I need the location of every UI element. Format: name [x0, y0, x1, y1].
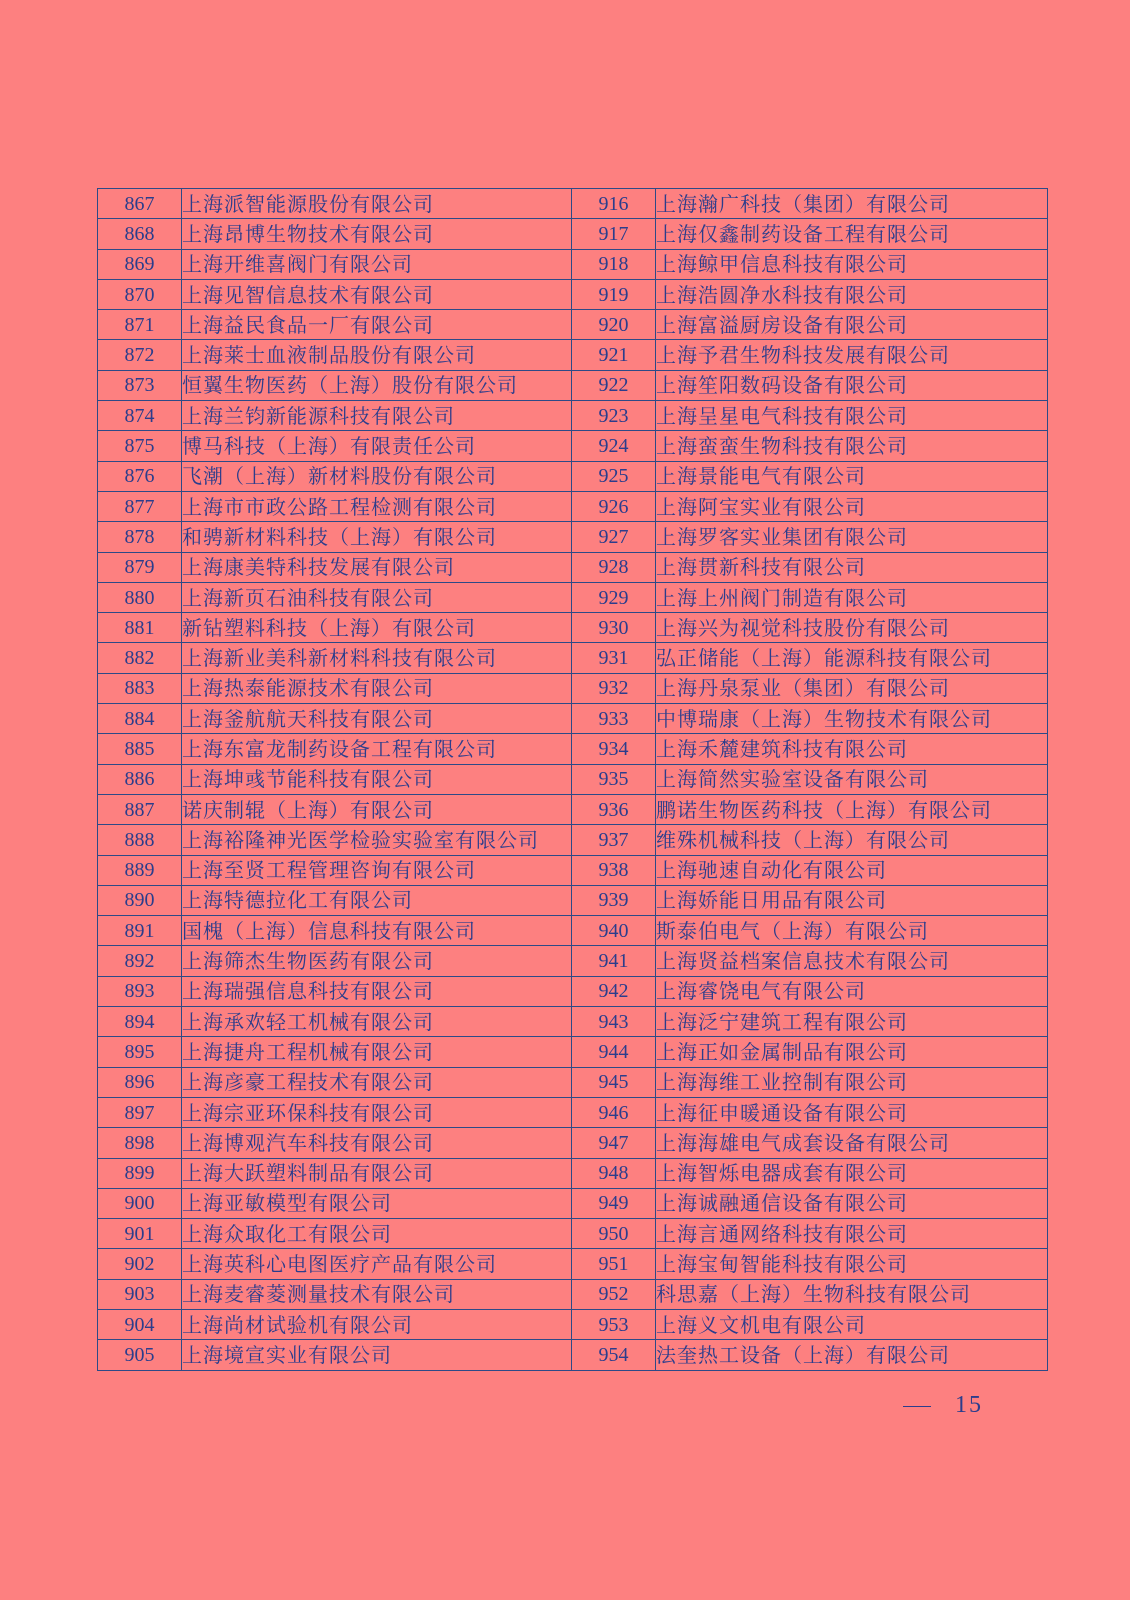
company-name: 上海至贤工程管理咨询有限公司	[182, 855, 572, 885]
row-number: 949	[572, 1188, 656, 1218]
row-number: 928	[572, 552, 656, 582]
row-number: 872	[98, 340, 182, 370]
company-name: 上海大跃塑料制品有限公司	[182, 1158, 572, 1188]
row-number: 892	[98, 946, 182, 976]
row-number: 947	[572, 1128, 656, 1158]
company-name: 上海浩圆净水科技有限公司	[656, 279, 1048, 309]
company-name: 上海亚敏模型有限公司	[182, 1188, 572, 1218]
row-number: 916	[572, 189, 656, 219]
row-number: 919	[572, 279, 656, 309]
company-name: 恒翼生物医药（上海）股份有限公司	[182, 370, 572, 400]
company-name: 上海昂博生物技术有限公司	[182, 219, 572, 249]
row-number: 879	[98, 552, 182, 582]
company-name: 上海蛮蛮生物科技有限公司	[656, 431, 1048, 461]
table-row	[98, 885, 1048, 915]
row-number: 893	[98, 976, 182, 1006]
row-number: 929	[572, 582, 656, 612]
row-number: 868	[98, 219, 182, 249]
table-row	[98, 310, 1048, 340]
row-number: 939	[572, 885, 656, 915]
row-number: 952	[572, 1279, 656, 1309]
company-name: 上海智烁电器成套有限公司	[656, 1158, 1048, 1188]
table-row	[98, 1188, 1048, 1218]
page-dash	[903, 1406, 931, 1407]
company-name: 上海境宣实业有限公司	[182, 1340, 572, 1370]
table-row	[98, 1158, 1048, 1188]
row-number: 924	[572, 431, 656, 461]
company-name: 科思嘉（上海）生物科技有限公司	[656, 1279, 1048, 1309]
company-name: 上海禾麓建筑科技有限公司	[656, 734, 1048, 764]
table-row	[98, 340, 1048, 370]
row-number: 946	[572, 1097, 656, 1127]
row-number: 869	[98, 249, 182, 279]
table-row	[98, 1340, 1048, 1370]
company-name: 上海莱士血液制品股份有限公司	[182, 340, 572, 370]
row-number: 890	[98, 885, 182, 915]
row-number: 926	[572, 491, 656, 521]
row-number: 934	[572, 734, 656, 764]
row-number: 901	[98, 1219, 182, 1249]
table-row	[98, 370, 1048, 400]
row-number: 921	[572, 340, 656, 370]
row-number: 936	[572, 794, 656, 824]
row-number: 940	[572, 916, 656, 946]
row-number: 945	[572, 1067, 656, 1097]
company-name: 上海坤彧节能科技有限公司	[182, 764, 572, 794]
company-name: 和骋新材料科技（上海）有限公司	[182, 522, 572, 552]
company-name: 法奎热工设备（上海）有限公司	[656, 1340, 1048, 1370]
row-number: 937	[572, 825, 656, 855]
row-number: 925	[572, 461, 656, 491]
company-name: 上海贯新科技有限公司	[656, 552, 1048, 582]
company-name: 上海海维工业控制有限公司	[656, 1067, 1048, 1097]
company-name: 上海热泰能源技术有限公司	[182, 673, 572, 703]
company-name: 飞潮（上海）新材料股份有限公司	[182, 461, 572, 491]
company-name: 上海义文机电有限公司	[656, 1309, 1048, 1339]
row-number: 870	[98, 279, 182, 309]
table-row	[98, 461, 1048, 491]
table-row	[98, 643, 1048, 673]
table-row	[98, 1067, 1048, 1097]
page-number	[903, 1392, 983, 1419]
table-row	[98, 976, 1048, 1006]
company-name: 上海上州阀门制造有限公司	[656, 582, 1048, 612]
table-row	[98, 825, 1048, 855]
row-number: 900	[98, 1188, 182, 1218]
company-name: 博马科技（上海）有限责任公司	[182, 431, 572, 461]
company-name: 上海新页石油科技有限公司	[182, 582, 572, 612]
company-name: 上海罗客实业集团有限公司	[656, 522, 1048, 552]
company-name: 上海正如金属制品有限公司	[656, 1037, 1048, 1067]
table-row	[98, 613, 1048, 643]
row-number: 874	[98, 401, 182, 431]
row-number: 917	[572, 219, 656, 249]
row-number: 902	[98, 1249, 182, 1279]
company-name: 上海派智能源股份有限公司	[182, 189, 572, 219]
company-name: 上海兴为视觉科技股份有限公司	[656, 613, 1048, 643]
row-number: 898	[98, 1128, 182, 1158]
row-number: 954	[572, 1340, 656, 1370]
company-name: 上海睿饶电气有限公司	[656, 976, 1048, 1006]
company-name: 上海诚融通信设备有限公司	[656, 1188, 1048, 1218]
table-row	[98, 1128, 1048, 1158]
table-row	[98, 1219, 1048, 1249]
row-number: 875	[98, 431, 182, 461]
row-number: 943	[572, 1007, 656, 1037]
company-name: 上海尚材试验机有限公司	[182, 1309, 572, 1339]
company-name: 上海众取化工有限公司	[182, 1219, 572, 1249]
company-name: 上海釜航航天科技有限公司	[182, 704, 572, 734]
company-name: 上海承欢轻工机械有限公司	[182, 1007, 572, 1037]
row-number: 930	[572, 613, 656, 643]
row-number: 896	[98, 1067, 182, 1097]
company-name: 新钻塑料科技（上海）有限公司	[182, 613, 572, 643]
table-row	[98, 734, 1048, 764]
company-name: 上海彦豪工程技术有限公司	[182, 1067, 572, 1097]
table-row	[98, 855, 1048, 885]
company-name: 上海言通网络科技有限公司	[656, 1219, 1048, 1249]
row-number: 905	[98, 1340, 182, 1370]
row-number: 897	[98, 1097, 182, 1127]
row-number: 948	[572, 1158, 656, 1188]
row-number: 884	[98, 704, 182, 734]
company-name: 上海简然实验室设备有限公司	[656, 764, 1048, 794]
company-name: 上海英科心电图医疗产品有限公司	[182, 1249, 572, 1279]
table-row	[98, 794, 1048, 824]
row-number: 873	[98, 370, 182, 400]
company-name: 上海裕隆神光医学检验实验室有限公司	[182, 825, 572, 855]
table-row	[98, 1309, 1048, 1339]
company-name: 中博瑞康（上海）生物技术有限公司	[656, 704, 1048, 734]
company-name: 上海麦睿菱测量技术有限公司	[182, 1279, 572, 1309]
company-name: 上海征申暖通设备有限公司	[656, 1097, 1048, 1127]
row-number: 878	[98, 522, 182, 552]
row-number: 935	[572, 764, 656, 794]
row-number: 891	[98, 916, 182, 946]
row-number: 895	[98, 1037, 182, 1067]
row-number: 927	[572, 522, 656, 552]
company-name: 上海呈星电气科技有限公司	[656, 401, 1048, 431]
table-row	[98, 1007, 1048, 1037]
company-name: 上海见智信息技术有限公司	[182, 279, 572, 309]
company-name: 上海瀚广科技（集团）有限公司	[656, 189, 1048, 219]
company-name: 国槐（上海）信息科技有限公司	[182, 916, 572, 946]
row-number: 904	[98, 1309, 182, 1339]
company-name: 上海宗亚环保科技有限公司	[182, 1097, 572, 1127]
company-name: 上海筛杰生物医药有限公司	[182, 946, 572, 976]
company-name: 上海娇能日用品有限公司	[656, 885, 1048, 915]
row-number: 903	[98, 1279, 182, 1309]
company-list-table	[97, 188, 1048, 1371]
row-number: 889	[98, 855, 182, 885]
row-number: 899	[98, 1158, 182, 1188]
table-row	[98, 401, 1048, 431]
company-name: 上海康美特科技发展有限公司	[182, 552, 572, 582]
table-row	[98, 704, 1048, 734]
table-row	[98, 431, 1048, 461]
company-name: 上海兰钧新能源科技有限公司	[182, 401, 572, 431]
company-name: 上海景能电气有限公司	[656, 461, 1048, 491]
table-row	[98, 249, 1048, 279]
company-name: 上海丹泉泵业（集团）有限公司	[656, 673, 1048, 703]
company-name: 上海市市政公路工程检测有限公司	[182, 491, 572, 521]
company-name: 上海贤益档案信息技术有限公司	[656, 946, 1048, 976]
company-name: 上海东富龙制药设备工程有限公司	[182, 734, 572, 764]
company-list-body	[98, 189, 1048, 1371]
table-row	[98, 1037, 1048, 1067]
table-row	[98, 552, 1048, 582]
row-number: 867	[98, 189, 182, 219]
table-row	[98, 582, 1048, 612]
row-number: 933	[572, 704, 656, 734]
row-number: 922	[572, 370, 656, 400]
table-row	[98, 673, 1048, 703]
row-number: 951	[572, 1249, 656, 1279]
table-row	[98, 1249, 1048, 1279]
table-row	[98, 1279, 1048, 1309]
company-name: 上海捷舟工程机械有限公司	[182, 1037, 572, 1067]
company-name: 上海开维喜阀门有限公司	[182, 249, 572, 279]
row-number: 920	[572, 310, 656, 340]
row-number: 882	[98, 643, 182, 673]
row-number: 950	[572, 1219, 656, 1249]
table-row	[98, 946, 1048, 976]
row-number: 941	[572, 946, 656, 976]
company-name: 上海特德拉化工有限公司	[182, 885, 572, 915]
company-name: 弘正储能（上海）能源科技有限公司	[656, 643, 1048, 673]
row-number: 953	[572, 1309, 656, 1339]
row-number: 944	[572, 1037, 656, 1067]
row-number: 871	[98, 310, 182, 340]
company-name: 上海海雄电气成套设备有限公司	[656, 1128, 1048, 1158]
company-name: 诺庆制辊（上海）有限公司	[182, 794, 572, 824]
company-name: 鹏诺生物医药科技（上海）有限公司	[656, 794, 1048, 824]
row-number: 923	[572, 401, 656, 431]
row-number: 931	[572, 643, 656, 673]
company-name: 上海益民食品一厂有限公司	[182, 310, 572, 340]
row-number: 942	[572, 976, 656, 1006]
row-number: 885	[98, 734, 182, 764]
page-number-value: 15	[955, 1392, 983, 1418]
company-name: 上海鲸甲信息科技有限公司	[656, 249, 1048, 279]
row-number: 894	[98, 1007, 182, 1037]
table-row	[98, 522, 1048, 552]
table-row	[98, 916, 1048, 946]
row-number: 932	[572, 673, 656, 703]
row-number: 883	[98, 673, 182, 703]
table-row	[98, 491, 1048, 521]
row-number: 888	[98, 825, 182, 855]
company-name: 上海新业美科新材料科技有限公司	[182, 643, 572, 673]
company-name: 斯泰伯电气（上海）有限公司	[656, 916, 1048, 946]
table-row	[98, 219, 1048, 249]
company-name: 上海富溢厨房设备有限公司	[656, 310, 1048, 340]
row-number: 918	[572, 249, 656, 279]
company-name: 维殊机械科技（上海）有限公司	[656, 825, 1048, 855]
company-name: 上海阿宝实业有限公司	[656, 491, 1048, 521]
row-number: 881	[98, 613, 182, 643]
company-name: 上海驰速自动化有限公司	[656, 855, 1048, 885]
row-number: 887	[98, 794, 182, 824]
row-number: 886	[98, 764, 182, 794]
company-name: 上海予君生物科技发展有限公司	[656, 340, 1048, 370]
company-name: 上海笙阳数码设备有限公司	[656, 370, 1048, 400]
row-number: 877	[98, 491, 182, 521]
company-name: 上海宝甸智能科技有限公司	[656, 1249, 1048, 1279]
table-row	[98, 1097, 1048, 1127]
row-number: 938	[572, 855, 656, 885]
company-name: 上海泛宁建筑工程有限公司	[656, 1007, 1048, 1037]
table-row	[98, 189, 1048, 219]
table-row	[98, 279, 1048, 309]
table-row	[98, 764, 1048, 794]
row-number: 876	[98, 461, 182, 491]
company-name: 上海博观汽车科技有限公司	[182, 1128, 572, 1158]
company-name: 上海瑞强信息科技有限公司	[182, 976, 572, 1006]
company-name: 上海仅鑫制药设备工程有限公司	[656, 219, 1048, 249]
row-number: 880	[98, 582, 182, 612]
